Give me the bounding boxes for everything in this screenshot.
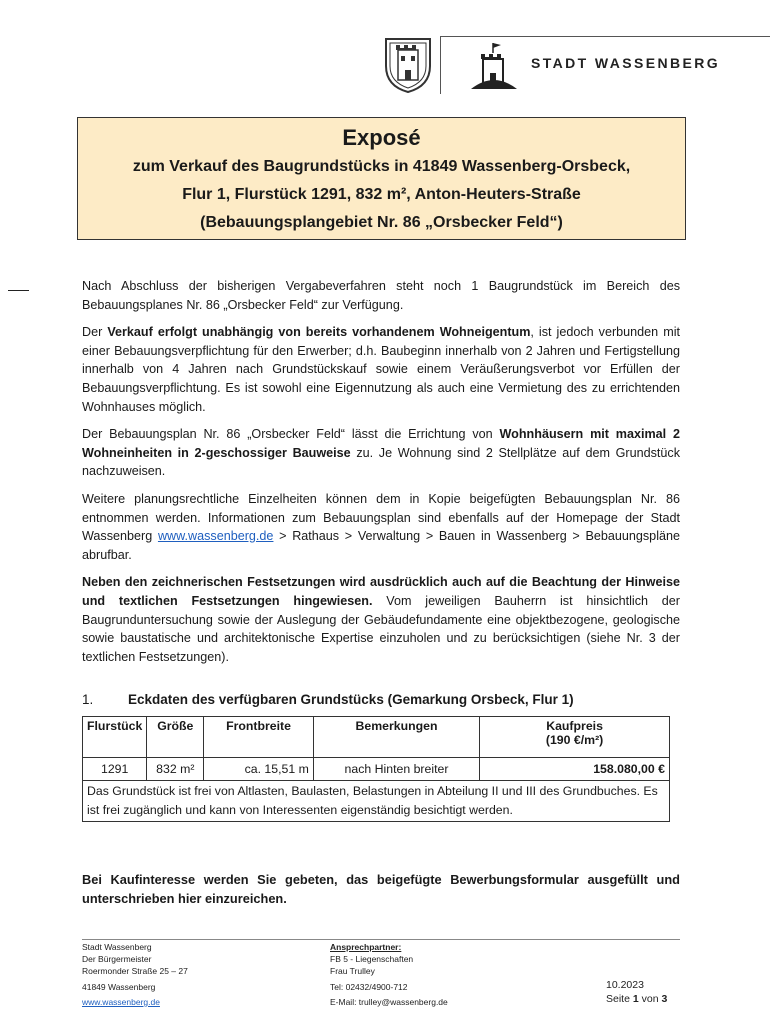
paragraph-details: Weitere planungsrechtliche Einzelheiten können dem in Kopie beigefügten Bebauungsplan Nr. 86 entnommen werden. Informationen zum Bebauungsplan sind ebenfalls auf der Homepage der Stadt Wassenberg www.wassenberg.de > Rathaus > Verwaltung > Bauen in Wassenberg > Bebauungspläne abrufbar. — [82, 491, 680, 562]
header-flurstueck: Flurstück — [83, 717, 147, 758]
table-note: Das Grundstück ist frei von Altlasten, Baulasten, Belastungen in Abteilung II und III des Grundbuches. Es ist frei zugänglich und kann von Interessenten eigenständig besichtigt werden. — [83, 781, 670, 822]
website-link[interactable]: www.wassenberg.de — [157, 529, 274, 544]
paragraph-notes: Neben den zeichnerischen Festsetzungen wird ausdrücklich auch auf die Beachtung der Hinweise und textlichen Festsetzungen hingewiesen. Vom jeweiligen Bauherrn ist hinsichtlich der Baugrunduntersuchung sowie der Auslegung der Gebäudefundamente eine objektbezogene, geologische sowie baustatische und architektonische Expertise einzuholen und zu berücksichtigen (siehe Nr. 3 der textlichen Festsetzungen). — [82, 575, 680, 664]
footer-website-link[interactable]: www.wassenberg.de — [82, 997, 160, 1007]
page-number: Seite 1 von 3 — [606, 993, 668, 1005]
table-row — [83, 758, 670, 781]
title-line-3: (Bebauungsplangebiet Nr. 86 „Orsbecker Feld“) — [200, 214, 563, 231]
cell-groesse: 832 m² — [147, 758, 204, 781]
margin-mark — [8, 290, 29, 291]
property-table — [82, 716, 670, 822]
contact-email: E-Mail: trulley@wassenberg.de — [330, 997, 448, 1007]
title-line-1: zum Verkauf des Baugrundstücks in 41849 Wassenberg-Orsbeck, — [132, 158, 631, 175]
city-logo-bar — [440, 36, 770, 94]
paragraph-sale-conditions: Der Verkauf erfolgt unabhängig von bereits vorhandenem Wohneigentum, ist jedoch verbunden mit einer Bebauungsverpflichtung für den Erwerber; d.h. Baubeginn innerhalb von 2 Jahren und Fertigstellung innerhalb von 4 Jahren nach Grundstückskauf sowie einem Veräußerungsverbot vor Erfüllen der Bebauungsverpflichtung. Es ist sowohl eine Eigennutzung als auch eine Vermietung des zu errichtenden Wohnhauses möglich. — [82, 325, 680, 414]
footer-date-page — [606, 978, 667, 1006]
city-crest-logo — [383, 36, 433, 94]
title-box — [77, 117, 686, 240]
footer-contact: Ansprechpartner: FB 5 - Liegenschaften Frau Trulley Tel: 02432/4900-712 E-Mail: trulley@wassenberg.de — [330, 942, 448, 1007]
page-title: Exposé — [342, 125, 421, 150]
cell-bemerkungen: nach Hinten breiter — [313, 758, 479, 781]
table-header-row — [83, 717, 670, 758]
header-groesse: Größe — [147, 717, 204, 758]
body-text — [82, 277, 680, 675]
org-name: STADT WASSENBERG — [531, 55, 721, 71]
cell-frontbreite: ca. 15,51 m — [204, 758, 314, 781]
footer-address: Stadt Wassenberg Der Bürgermeister Roermonder Straße 25 – 27 41849 Wassenberg www.wassenberg.de — [82, 942, 188, 1007]
section-heading — [82, 692, 574, 707]
section-number: 1. — [82, 692, 94, 707]
title-line-2: Flur 1, Flurstück 1291, 832 m², Anton-Heuters-Straße — [182, 186, 581, 203]
contact-title: Ansprechpartner: — [330, 942, 402, 952]
header-bemerkungen: Bemerkungen — [313, 717, 479, 758]
cell-flurstueck: 1291 — [83, 758, 147, 781]
header-frontbreite: Frontbreite — [204, 717, 314, 758]
document-date: 10.2023 — [606, 979, 644, 991]
tower-icon — [469, 41, 519, 91]
paragraph-building-plan: Der Bebauungsplan Nr. 86 „Orsbecker Feld“ lässt die Errichtung von Wohnhäusern mit maximal 2 Wohneinheiten in 2-geschossiger Bauweise zu. Je Wohnung sind 2 Stellplätze auf dem Grundstück nachzuweisen. — [82, 427, 681, 479]
price-unit: (190 €/m²) — [545, 733, 604, 747]
closing-text: Bei Kaufinteresse werden Sie gebeten, das beigefügte Bewerbungsformular ausgefüllt und unterschrieben hier einzureichen. — [82, 872, 680, 906]
header-kaufpreis: Kaufpreis (190 €/m²) — [480, 717, 670, 758]
table-note-row — [83, 781, 670, 822]
footer-divider — [82, 939, 680, 940]
section-title: Eckdaten des verfügbaren Grundstücks (Gemarkung Orsbeck, Flur 1) — [128, 692, 574, 707]
paragraph-intro: Nach Abschluss der bisherigen Vergabeverfahren steht noch 1 Baugrundstück im Bereich des Bebauungsplanes Nr. 86 „Orsbecker Feld“ zur Verfügung. — [82, 279, 680, 312]
cell-kaufpreis: 158.080,00 € — [480, 758, 670, 781]
